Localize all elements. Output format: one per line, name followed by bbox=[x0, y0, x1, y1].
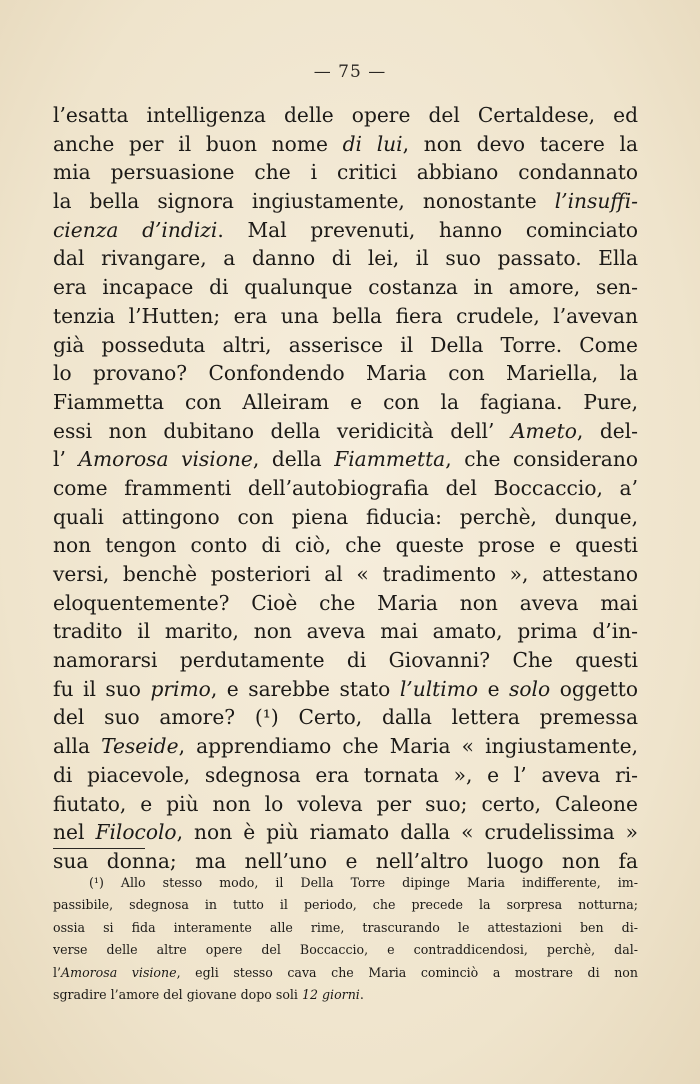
body-text-line: eloquentemente? Cioè che Maria non aveva mai bbox=[53, 590, 638, 615]
body-text-line: dal rivangare, a danno di lei, il suo passato. Ella bbox=[53, 246, 638, 271]
main-text bbox=[53, 101, 638, 876]
body-text-line: sua donna; ma nell’uno e nell’altro luogo non fa bbox=[53, 848, 638, 873]
body-text-line: alla Teseide, apprendiamo che Maria « ingiustamente, bbox=[53, 734, 638, 759]
italic-text: l’insuffi- bbox=[554, 189, 638, 214]
italic-text: l’ultimo bbox=[399, 676, 479, 701]
footnote-line: ossia si fida interamente alle rime, trascurando le attestazioni ben di- bbox=[53, 919, 638, 935]
body-text-line: versi, benchè posteriori al « tradimento », attestano bbox=[53, 562, 638, 586]
body-text-line: essi non dubitano della veridicità dell’ Ameto, del- bbox=[53, 418, 639, 443]
footnote-line: l’Amorosa visione, egli stesso cava che Maria cominciò a mostrare di non bbox=[53, 964, 638, 980]
body-text-line: l’esatta intelligenza delle opere del Certaldese, ed bbox=[53, 103, 638, 127]
italic-text: Teseide bbox=[101, 734, 179, 759]
italic-text: Fiammetta bbox=[334, 447, 446, 472]
italic-text: cienza d’indizi bbox=[53, 217, 218, 242]
body-text-line: non tengon conto di ciò, che queste prose e questi bbox=[53, 533, 638, 558]
body-text-line: nel Filocolo, non è più riamato dalla « crudelissima » bbox=[53, 820, 638, 845]
italic-text: primo bbox=[150, 676, 211, 701]
page-number: — 75 — bbox=[313, 62, 387, 82]
body-text-line: tenzia l’Hutten; era una bella fiera crudele, l’avevan bbox=[53, 303, 638, 328]
body-text-line: la bella signora ingiustamente, nonostante l’insuffi- bbox=[53, 189, 638, 214]
body-text-line: fiutato, e più non lo voleva per suo; certo, Caleone bbox=[53, 791, 638, 816]
body-text-line: cienza d’indizi. Mal prevenuti, hanno cominciato bbox=[53, 217, 638, 242]
body-text-line: Fiammetta con Alleiram e con la fagiana. Pure, bbox=[53, 389, 638, 414]
body-text-line: tradito il marito, non aveva mai amato, prima d’in- bbox=[53, 619, 638, 644]
footnote-divider bbox=[53, 848, 145, 849]
body-text-line: quali attingono con piena fiducia: perchè, dunque, bbox=[53, 504, 638, 529]
body-text-line: già posseduta altri, asserisce il Della Torre. Come bbox=[53, 332, 638, 357]
footnote-line: sgradire l’amore del giovane dopo soli 12 giorni. bbox=[53, 986, 364, 1002]
italic-text: Ameto bbox=[510, 418, 577, 443]
body-text-line: mia persuasione che i critici abbiano condannato bbox=[53, 160, 638, 185]
italic-text: solo bbox=[509, 676, 551, 701]
body-text-line: anche per il buon nome di lui, non devo tacere la bbox=[53, 131, 638, 156]
footnote-line: verse delle altre opere del Boccaccio, e contraddicendosi, perchè, dal- bbox=[53, 942, 638, 958]
italic-text: 12 giorni bbox=[301, 986, 360, 1002]
body-text-line: fu il suo primo, e sarebbe stato l’ultimo e solo oggetto bbox=[53, 676, 639, 701]
footnote-line: (¹) Allo stesso modo, il Della Torre dipinge Maria indifferente, im- bbox=[89, 875, 638, 890]
body-text-line: lo provano? Confondendo Maria con Mariella, la bbox=[53, 361, 638, 386]
footnote bbox=[53, 872, 638, 1006]
italic-text: Filocolo bbox=[95, 820, 177, 845]
body-text-line: come frammenti dell’autobiografia del Boccaccio, a’ bbox=[53, 475, 638, 500]
body-text-line: del suo amore? (¹) Certo, dalla lettera premessa bbox=[53, 705, 638, 730]
italic-text: Amorosa visione bbox=[61, 964, 177, 980]
body-text-line: era incapace di qualunque costanza in amore, sen- bbox=[53, 275, 638, 300]
italic-text: Amorosa visione bbox=[78, 447, 253, 472]
body-text-line: namorarsi perdutamente di Giovanni? Che questi bbox=[53, 648, 638, 673]
italic-text: di lui bbox=[342, 131, 403, 156]
body-text-line: l’ Amorosa visione, della Fiammetta, che considerano bbox=[53, 447, 638, 472]
footnote-line: passibile, sdegnosa in tutto il periodo, che precede la sorpresa notturna; bbox=[53, 897, 638, 913]
body-text-line: di piacevole, sdegnosa era tornata », e l’ aveva ri- bbox=[53, 762, 638, 787]
